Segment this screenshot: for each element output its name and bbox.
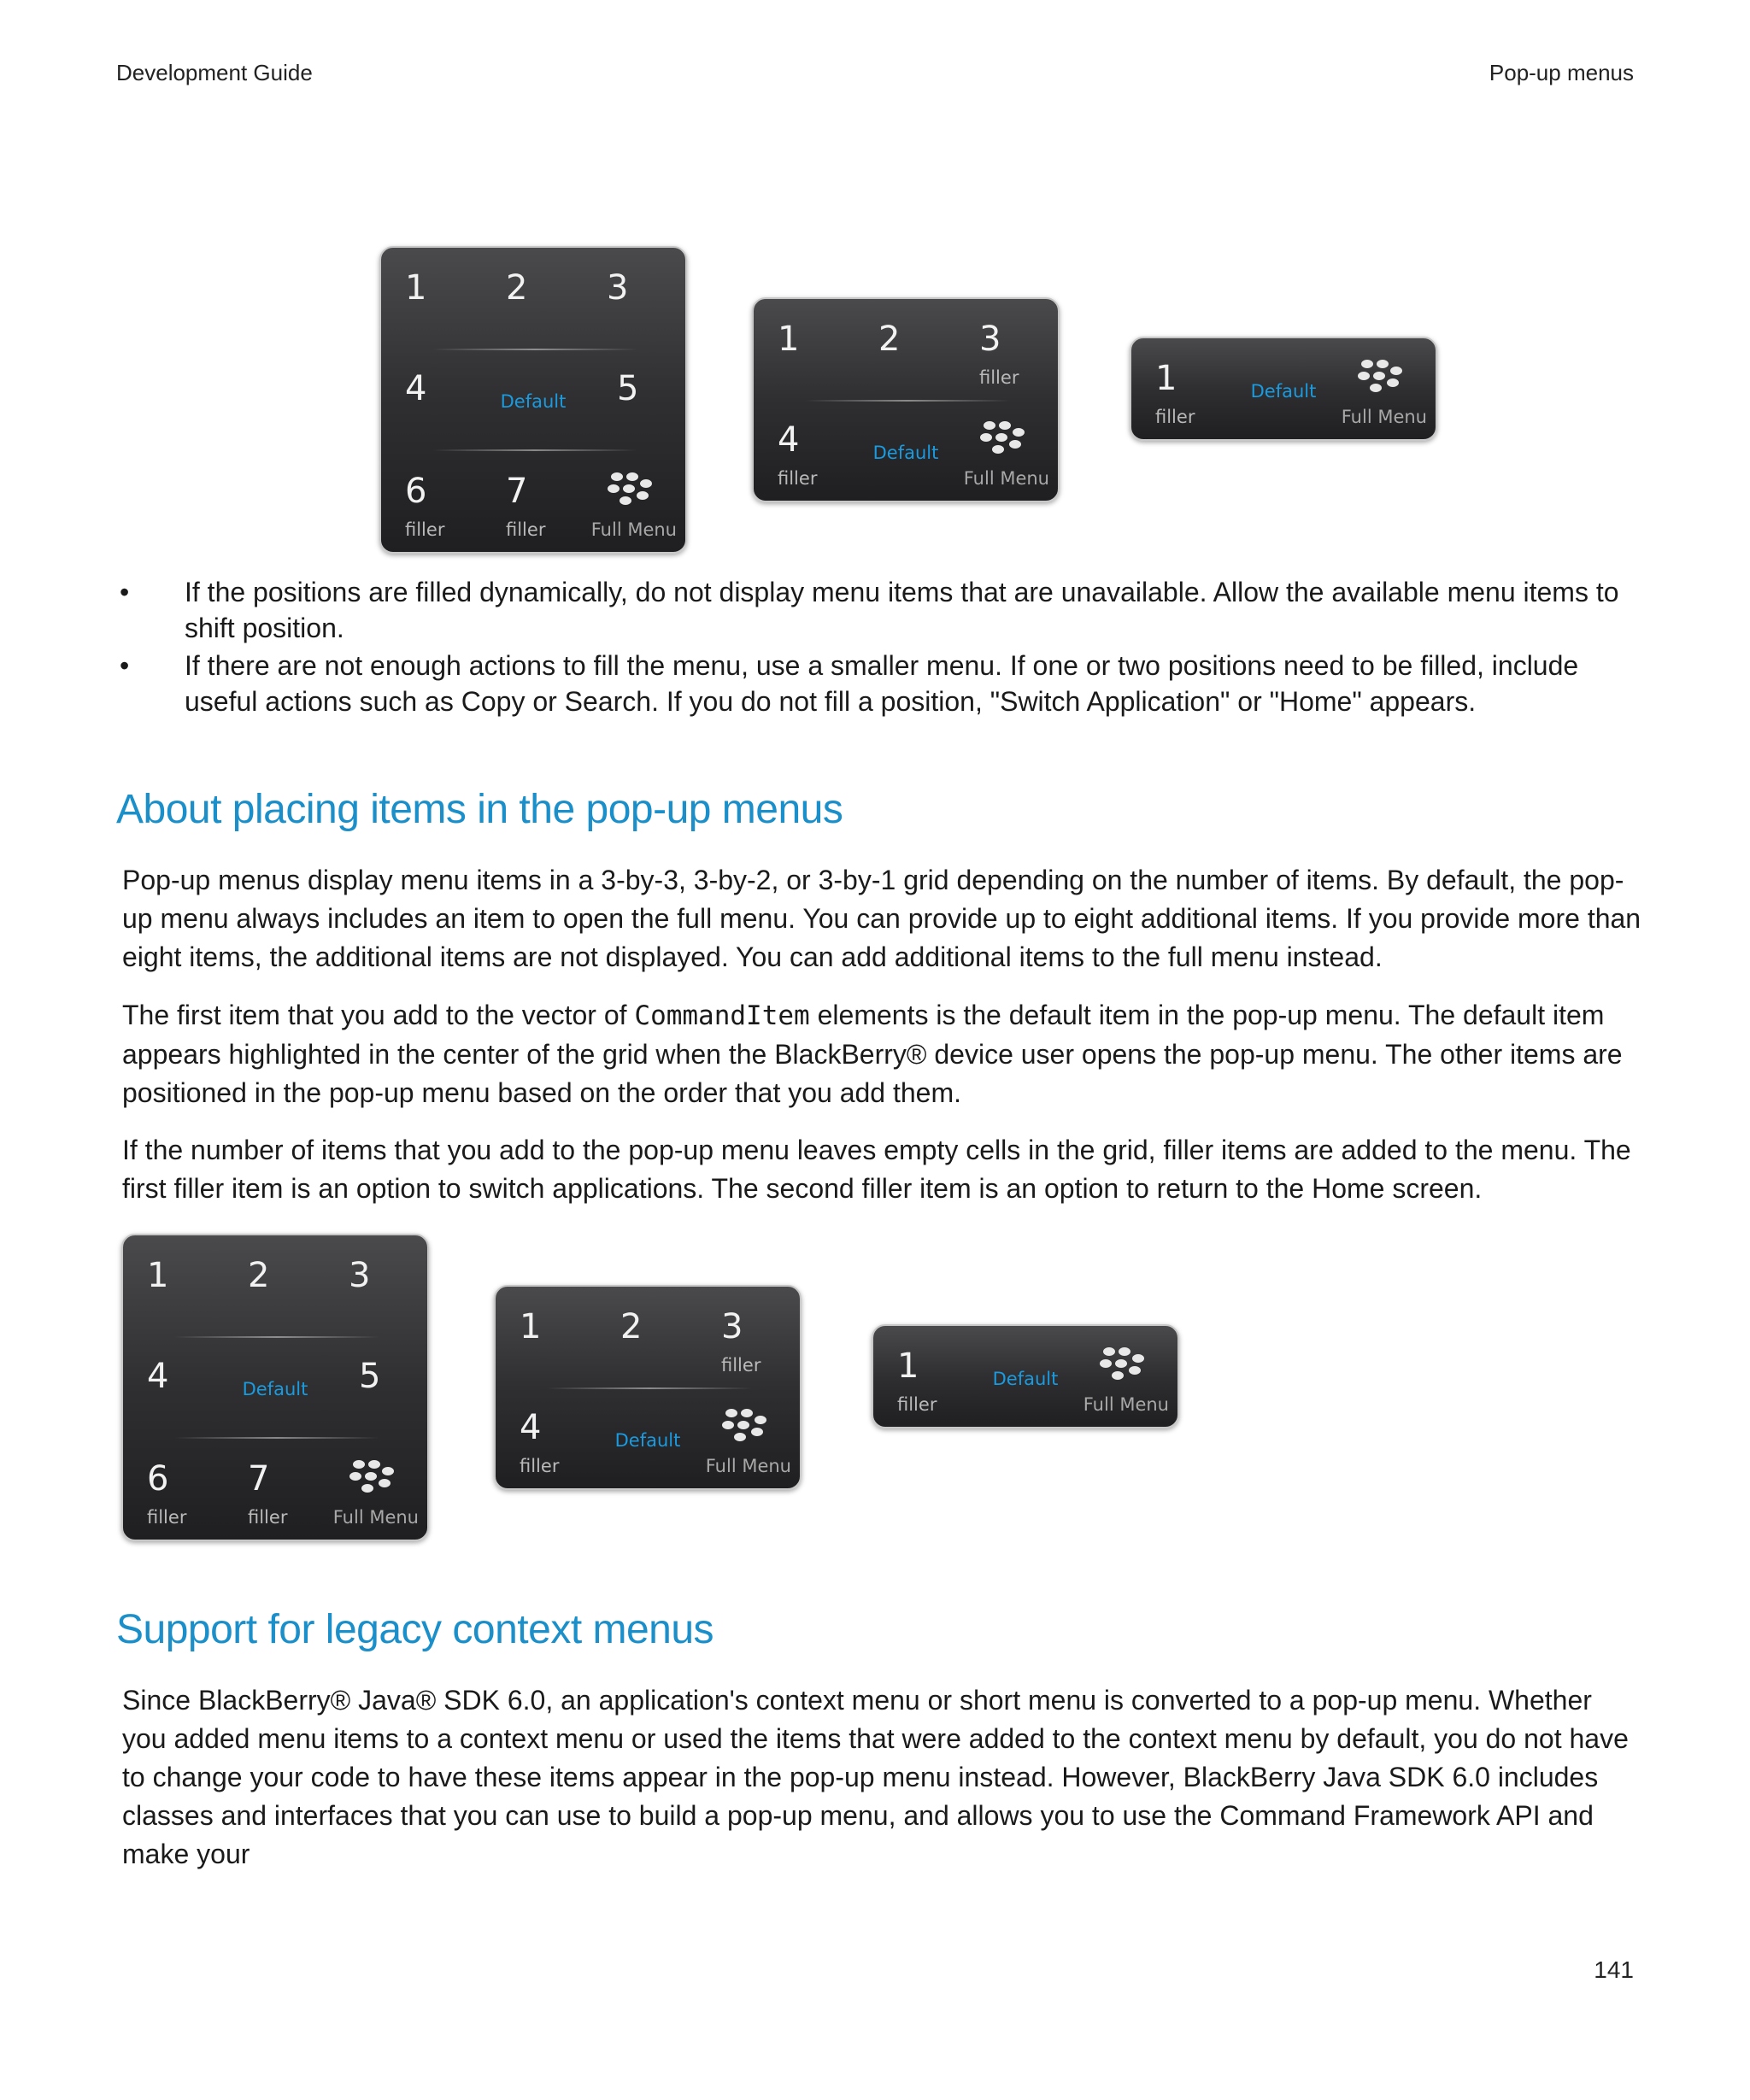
- menu-item-number: 4: [405, 369, 427, 408]
- menu-item-number: 5: [617, 369, 639, 408]
- full-menu-label: Full Menu: [705, 1456, 791, 1476]
- menu-item-number: 1: [405, 268, 427, 308]
- guideline-bullet-list: [116, 574, 1637, 721]
- filler-label: filler: [147, 1507, 187, 1528]
- filler-label: filler: [405, 519, 445, 540]
- blackberry-logo-icon: [347, 1459, 395, 1497]
- paragraph: Since BlackBerry® Java® SDK 6.0, an application's context menu or short menu is converted to a pop-up menu. Whether you added menu items to a context menu or used the items that were added to the context menu by default, you do not have to change your code to have these items appear in the pop-up menu instead. However, BlackBerry Java SDK 6.0 includes classes and interfaces that you can use to build a pop-up menu, and allows you to use the Command Framework API and make your: [122, 1685, 1629, 1869]
- full-menu-label: Full Menu: [332, 1507, 419, 1528]
- full-menu-label: Full Menu: [590, 519, 677, 540]
- default-item-label: Default: [242, 1379, 308, 1399]
- popup-menu-3x1: [1130, 337, 1437, 441]
- paragraph: The first item that you add to the vector of CommandItem elements is the default item in the pop-up menu. The default item appears highlighted in the center of the grid when the BlackBerry® device user opens the pop-up menu. The other items are positioned in the pop-up menu based on the order that you add them.: [122, 1000, 1623, 1108]
- filler-label: filler: [897, 1394, 937, 1415]
- filler-label: filler: [248, 1507, 288, 1528]
- blackberry-logo-icon: [1355, 359, 1403, 396]
- popup-menu-3x3: [379, 246, 687, 554]
- list-item: • If the positions are filled dynamically, do not display menu items that are unavailable. Allow the available menu items to shift position.: [116, 574, 1637, 646]
- filler-label: filler: [778, 468, 818, 489]
- filler-label: filler: [520, 1456, 560, 1476]
- default-item-label: Default: [872, 443, 939, 463]
- code-term: CommandItem: [634, 1000, 810, 1031]
- full-menu-label: Full Menu: [963, 468, 1049, 489]
- filler-label: filler: [979, 367, 1019, 388]
- menu-item-number: 1: [897, 1346, 919, 1386]
- running-header-left: Development Guide: [116, 60, 313, 85]
- popup-menu-3x1: [872, 1324, 1179, 1428]
- default-item-label: Default: [500, 391, 567, 412]
- menu-item-number: 4: [147, 1357, 169, 1396]
- menu-item-number: 3: [721, 1307, 743, 1346]
- list-item: • If there are not enough actions to fill the menu, use a smaller menu. If one or two positions need to be filled, include useful actions such as Copy or Search. If you do not fill a position, "Switch Application" or "Home" appears.: [116, 648, 1637, 719]
- filler-label: filler: [721, 1355, 761, 1376]
- menu-item-number: 3: [349, 1256, 371, 1295]
- menu-item-number: 2: [248, 1256, 270, 1295]
- default-item-label: Default: [1250, 381, 1317, 402]
- filler-label: filler: [506, 519, 546, 540]
- full-menu-label: Full Menu: [1083, 1394, 1169, 1415]
- popup-menu-3x2: [494, 1285, 802, 1490]
- blackberry-logo-icon: [605, 472, 653, 509]
- blackberry-logo-icon: [1097, 1346, 1145, 1384]
- menu-item-number: 3: [979, 320, 1001, 359]
- menu-item-number: 6: [147, 1459, 169, 1499]
- menu-item-number: 7: [248, 1459, 270, 1499]
- menu-item-number: 1: [778, 320, 800, 359]
- section-heading-legacy-context-menus: Support for legacy context menus: [116, 1607, 714, 1652]
- running-header-right: Pop-up menus: [1489, 60, 1634, 85]
- filler-label: filler: [1155, 407, 1195, 427]
- blackberry-logo-icon: [719, 1408, 767, 1446]
- full-menu-label: Full Menu: [1341, 407, 1427, 427]
- paragraph: Pop-up menus display menu items in a 3-by-3, 3-by-2, or 3-by-1 grid depending on the number of items. By default, the pop-up menu always includes an item to open the full menu. You can provide up to eight additional items. If you provide more than eight items, the additional items are not displayed. You can add additional items to the full menu instead.: [122, 865, 1641, 972]
- page-number: 141: [1594, 1956, 1634, 1983]
- menu-item-number: 1: [147, 1256, 169, 1295]
- menu-item-number: 6: [405, 472, 427, 511]
- default-item-label: Default: [992, 1369, 1059, 1389]
- menu-item-number: 4: [778, 420, 800, 460]
- menu-item-number: 1: [1155, 359, 1177, 398]
- popup-menu-3x2: [752, 297, 1060, 502]
- popup-menu-3x3: [121, 1234, 429, 1541]
- default-item-label: Default: [614, 1430, 681, 1451]
- menu-item-number: 2: [878, 320, 901, 359]
- menu-item-number: 7: [506, 472, 528, 511]
- menu-item-number: 4: [520, 1408, 542, 1447]
- menu-item-number: 2: [620, 1307, 643, 1346]
- menu-item-number: 2: [506, 268, 528, 308]
- blackberry-logo-icon: [978, 420, 1025, 458]
- bullet-marker: •: [120, 577, 130, 607]
- section-heading-placing-items: About placing items in the pop-up menus: [116, 787, 843, 832]
- menu-item-number: 5: [359, 1357, 381, 1396]
- menu-item-number: 3: [607, 268, 629, 308]
- paragraph: If the number of items that you add to the pop-up menu leaves empty cells in the grid, filler items are added to the menu. The first filler item is an option to switch applications. The second filler item is an option to return to the Home screen.: [122, 1135, 1631, 1204]
- bullet-marker: •: [120, 650, 130, 681]
- menu-item-number: 1: [520, 1307, 542, 1346]
